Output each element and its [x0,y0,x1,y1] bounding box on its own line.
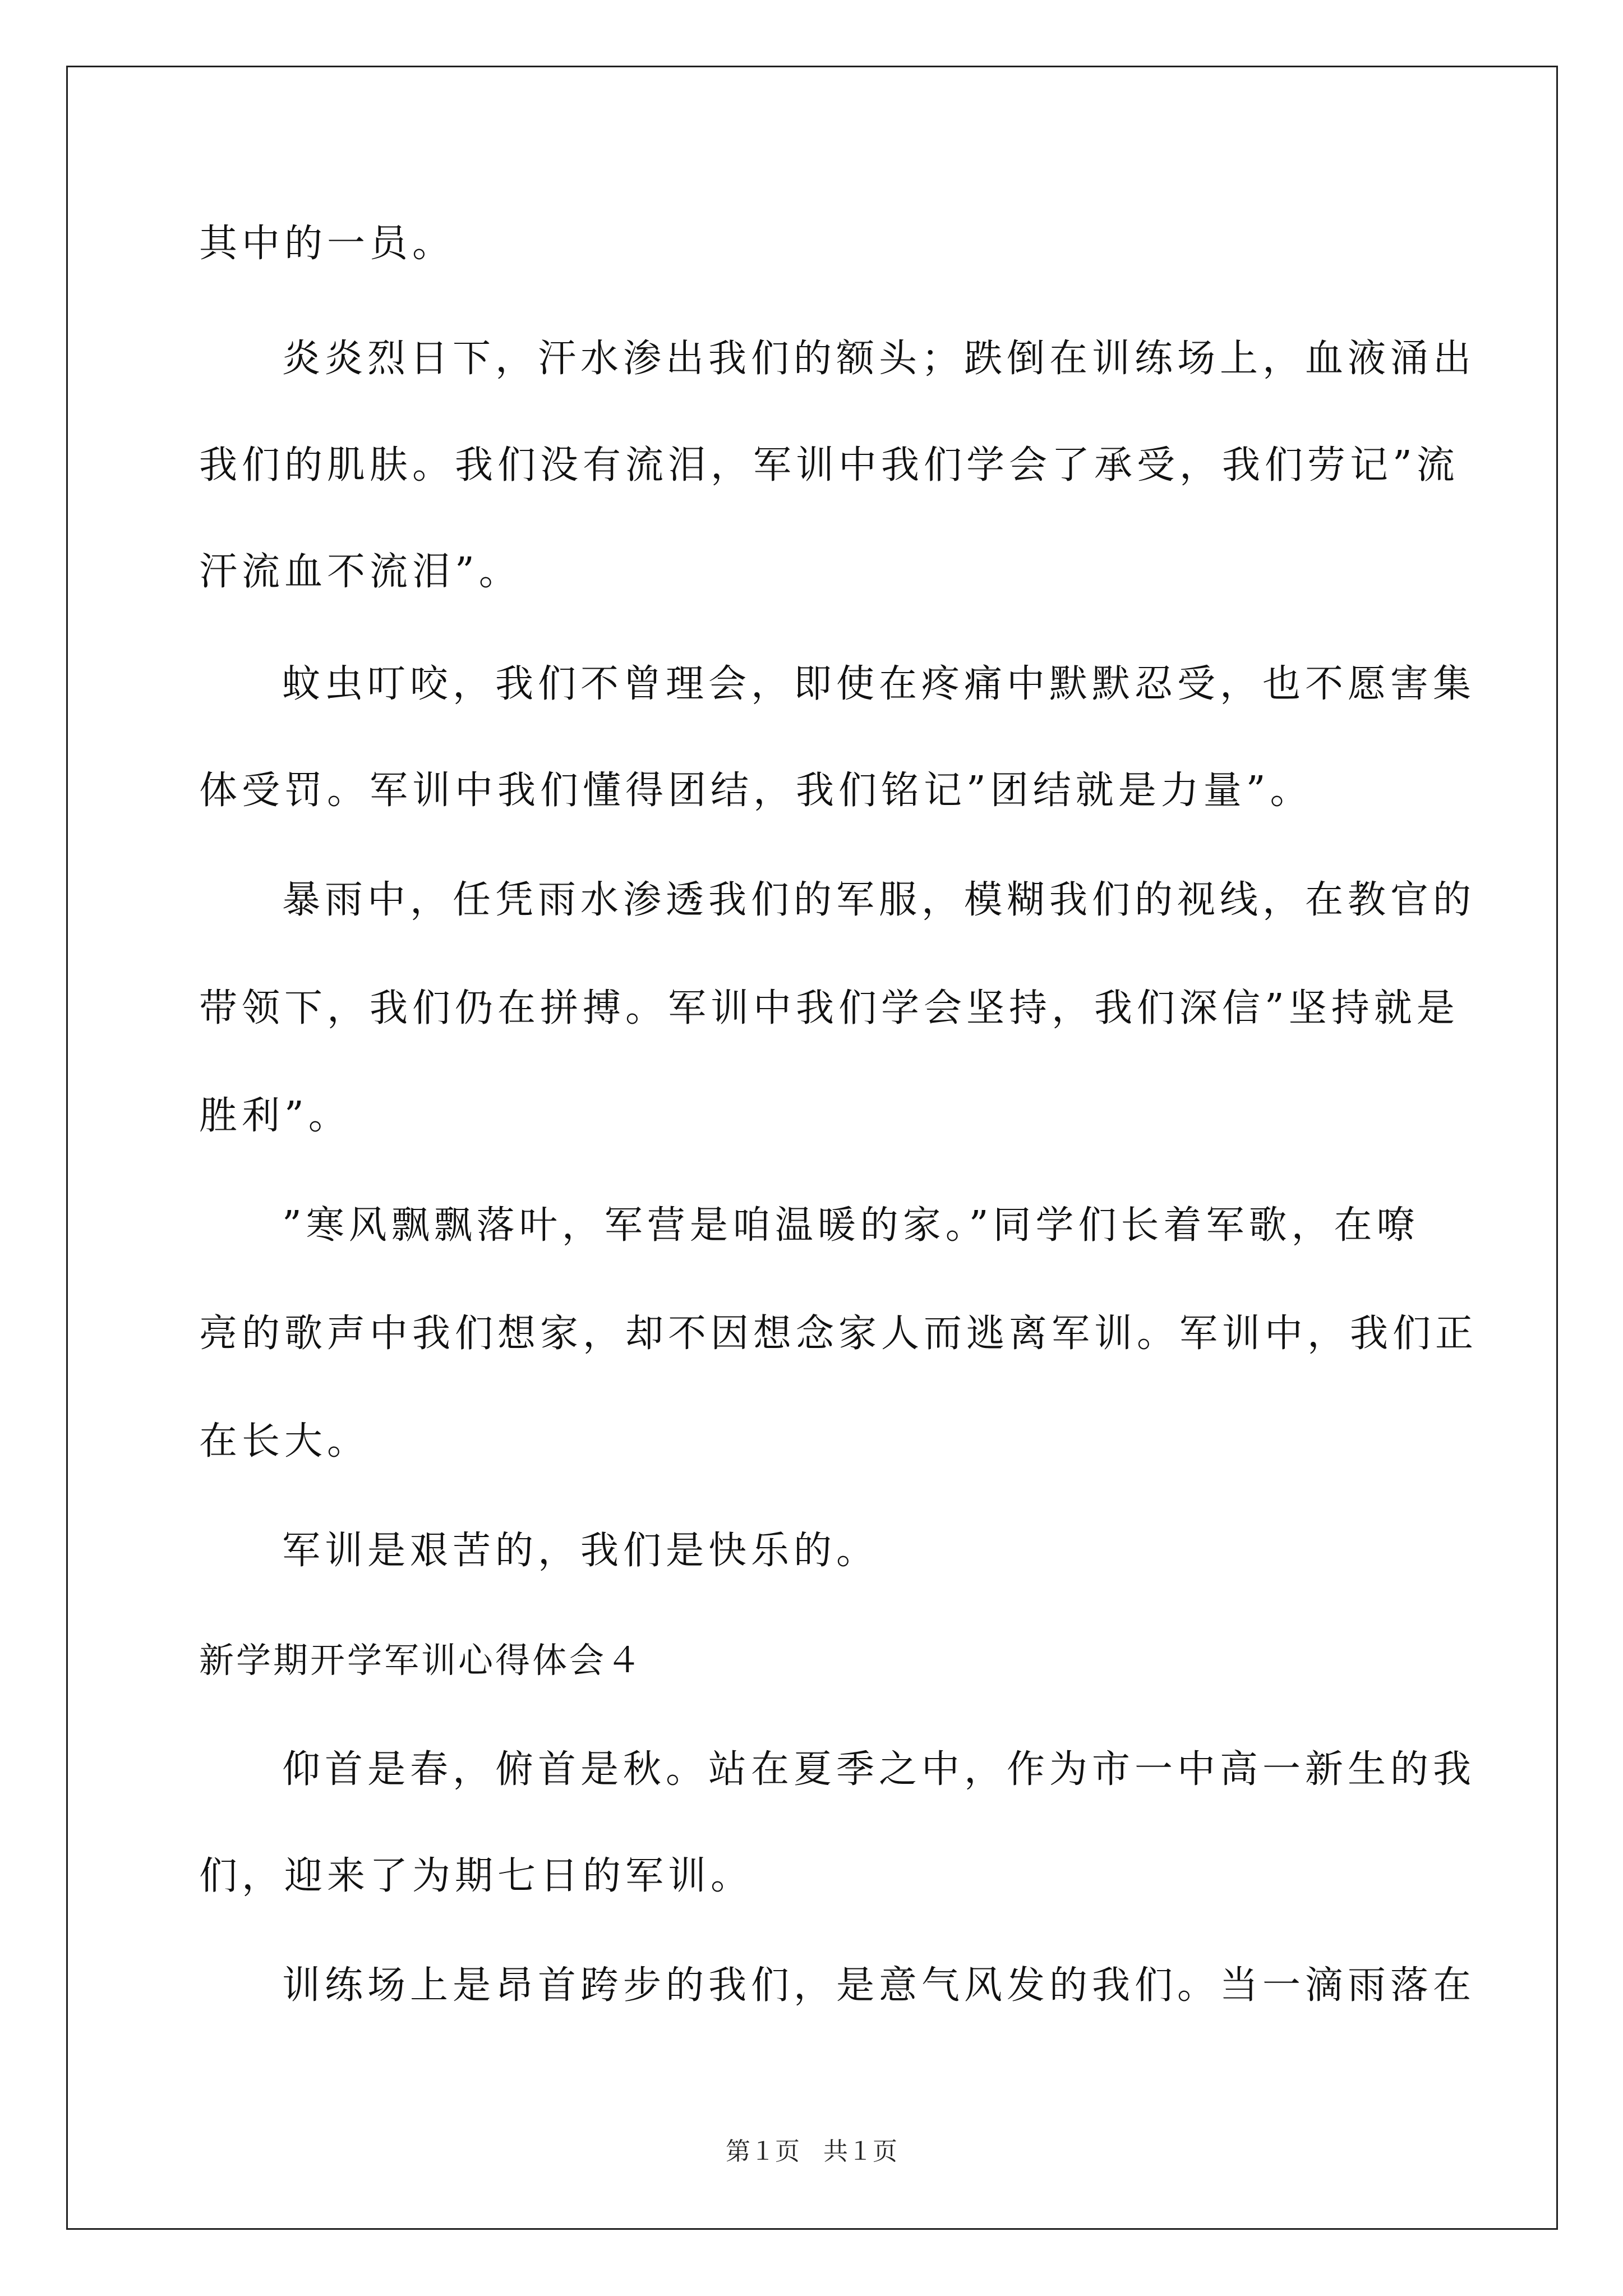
text-line: 仰首是春，俯首是秋。站在夏季之中，作为市一中高一新生的我 [282,1747,1476,1792]
text-line: 在长大。 [199,1419,370,1464]
text-line: 蚊虫叮咬，我们不曾理会，即使在疼痛中默默忍受，也不愿害集 [282,662,1476,706]
text-line: 胜利”。 [199,1094,351,1138]
page-border [66,66,1558,2230]
text-line: 军训是艰苦的，我们是快乐的。 [282,1529,879,1573]
text-line: 我们的肌肤。我们没有流泪，军训中我们学会了承受，我们劳记”流 [199,443,1459,487]
page-count: 共１页 [823,2137,897,2166]
text-line: 其中的一员。 [199,222,455,266]
section-heading: 新学期开学军训心得体会４ [199,1640,644,1681]
text-line: 们，迎来了为期七日的军训。 [199,1854,754,1898]
text-line: 亮的歌声中我们想家，却不因想念家人而逃离军训。军训中，我们正 [199,1312,1478,1356]
text-line: 训练场上是昂首跨步的我们，是意气风发的我们。当一滴雨落在 [282,1963,1476,2008]
text-line: 炎炎烈日下，汗水渗出我们的额头；跌倒在训练场上，血液涌出 [282,337,1476,381]
text-line: 带领下，我们仍在拼搏。军训中我们学会坚持，我们深信”坚持就是 [199,986,1459,1030]
text-line: 汗流血不流泪”。 [199,550,522,594]
page-number: 第１页 [726,2137,800,2166]
text-line: 暴雨中，任凭雨水渗透我们的军服，模糊我们的视线，在教官的 [282,878,1476,922]
text-line: ”寒风飘飘落叶，军营是咱温暖的家。”同学们长着军歌，在嘹 [282,1203,1419,1248]
page-footer [0,2136,1623,2168]
text-line: 体受罚。军训中我们懂得团结，我们铭记”团结就是力量”。 [199,769,1313,813]
